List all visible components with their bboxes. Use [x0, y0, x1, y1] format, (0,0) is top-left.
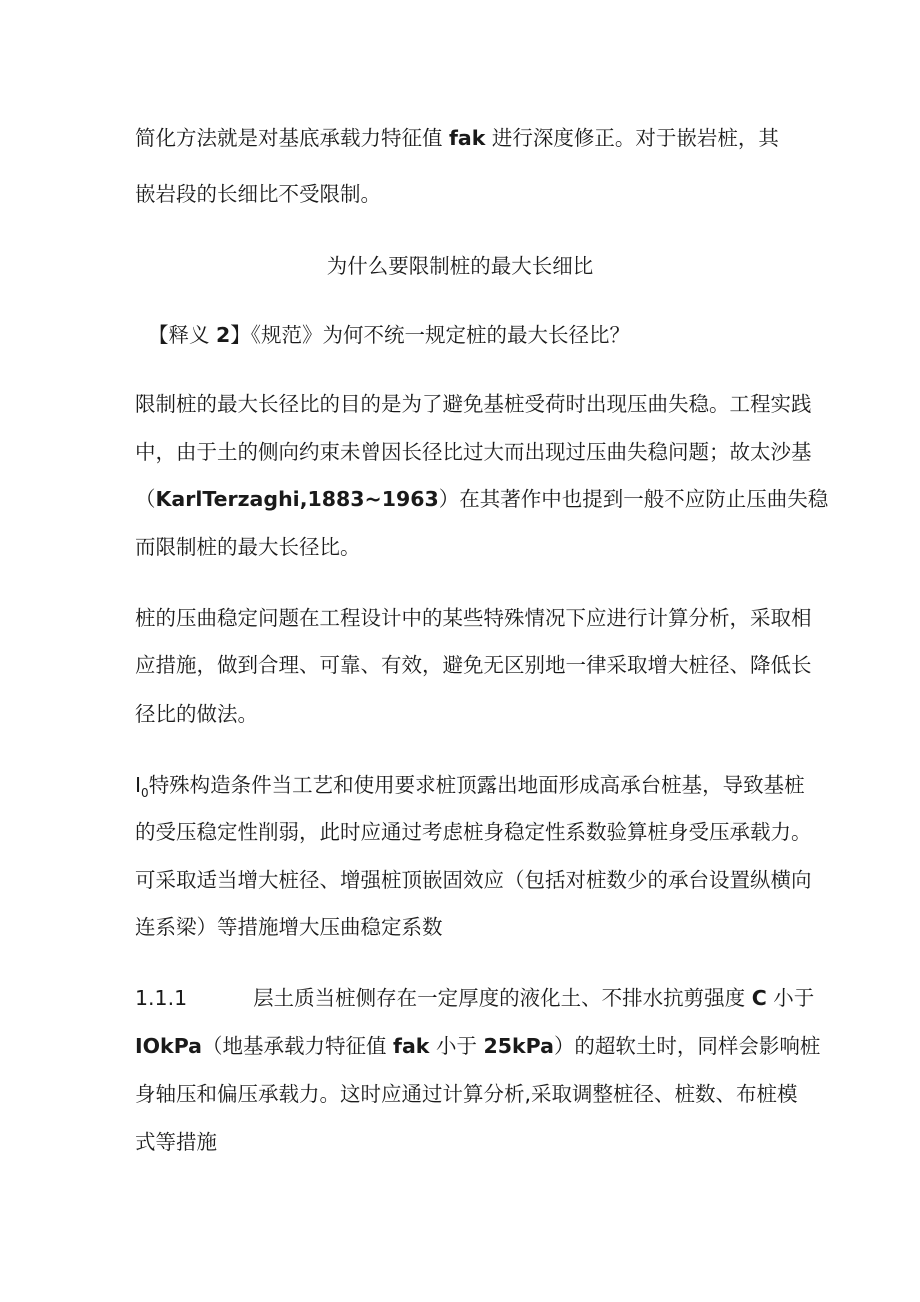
text-run: （地基承载力特征值 [202, 1034, 394, 1058]
section-heading: 为什么要限制桩的最大长细比 [326, 254, 594, 278]
p4-line-3: 可采取适当增大桩径、增强桩顶嵌固效应（包括对桩数少的承台设置纵横向 [135, 868, 812, 892]
text-run: 层土质当桩侧存在一定厚度的液化土、不排水抗剪强度 [253, 986, 752, 1010]
text-run: （ [135, 487, 156, 511]
shiyi-question [148, 321, 808, 349]
text-run: 简化方法就是对基底承载力特征值 [135, 126, 450, 150]
p1-line-1 [135, 124, 795, 152]
p5-line-1 [135, 984, 815, 1012]
p3-line-2: 应措施，做到合理、可靠、有效，避免无区别地一律采取增大桩径、降低长 [135, 653, 812, 677]
shiyi-number: 2 [216, 323, 231, 347]
terzaghi-name: KarlTerzaghi,1883~1963 [155, 487, 439, 511]
p3-line-3: 径比的做法。 [135, 702, 258, 726]
p5-line-3: 身轴压和偏压承载力。这时应通过计算分析,采取调整桩径、桩数、布桩模 [135, 1082, 798, 1106]
text-run: 进行深度修正。对于嵌岩桩，其 [485, 126, 779, 150]
p1-line-2: 嵌岩段的长细比不受限制。 [135, 182, 381, 206]
value-25kpa: 25kPa [483, 1034, 554, 1058]
p2-line-3 [135, 485, 829, 513]
p4-line-4: 连系梁）等措施增大压曲稳定系数 [135, 915, 443, 939]
text-run: 特殊构造条件当工艺和使用要求桩顶露出地面形成高承台桩基，导致基桩 [148, 773, 805, 797]
text-run: 】《规范》为何不统一规定桩的最大长径比？ [230, 323, 631, 347]
text-run: 【释义 [148, 323, 217, 347]
p4-line-1 [135, 771, 805, 807]
text-run: 小于 [429, 1034, 484, 1058]
p5-line-2 [135, 1032, 821, 1060]
p2-line-4: 而限制桩的最大长径比。 [135, 535, 361, 559]
term-fak: fak [393, 1034, 430, 1058]
p4-line-2: 的受压稳定性削弱，此时应通过考虑桩身稳定性系数验算桩身受压承载力。 [135, 820, 812, 844]
p3-line-1: 桩的压曲稳定问题在工程设计中的某些特殊情况下应进行计算分析，采取相 [135, 606, 812, 630]
term-c: C [751, 986, 767, 1010]
text-run: 小于 [766, 986, 815, 1010]
p2-line-2: 中，由于土的侧向约束未曾因长径比过大而出现过压曲失稳问题；故太沙基 [135, 440, 812, 464]
p5-line-4: 式等措施 [135, 1130, 217, 1154]
section-number: 1.1.1 [135, 986, 188, 1010]
text-run: ）的超软土时，同样会影响桩 [553, 1034, 821, 1058]
term-fak: fak [449, 126, 486, 150]
value-iokpa: IOkPa [135, 1034, 202, 1058]
text-run: ）在其著作中也提到一般不应防止压曲失稳 [438, 487, 829, 511]
text-run: I [135, 773, 142, 797]
p2-line-1: 限制桩的最大长径比的目的是为了避免基桩受荷时出现压曲失稳。工程实践 [135, 392, 812, 416]
subscript: 0 [141, 786, 149, 801]
